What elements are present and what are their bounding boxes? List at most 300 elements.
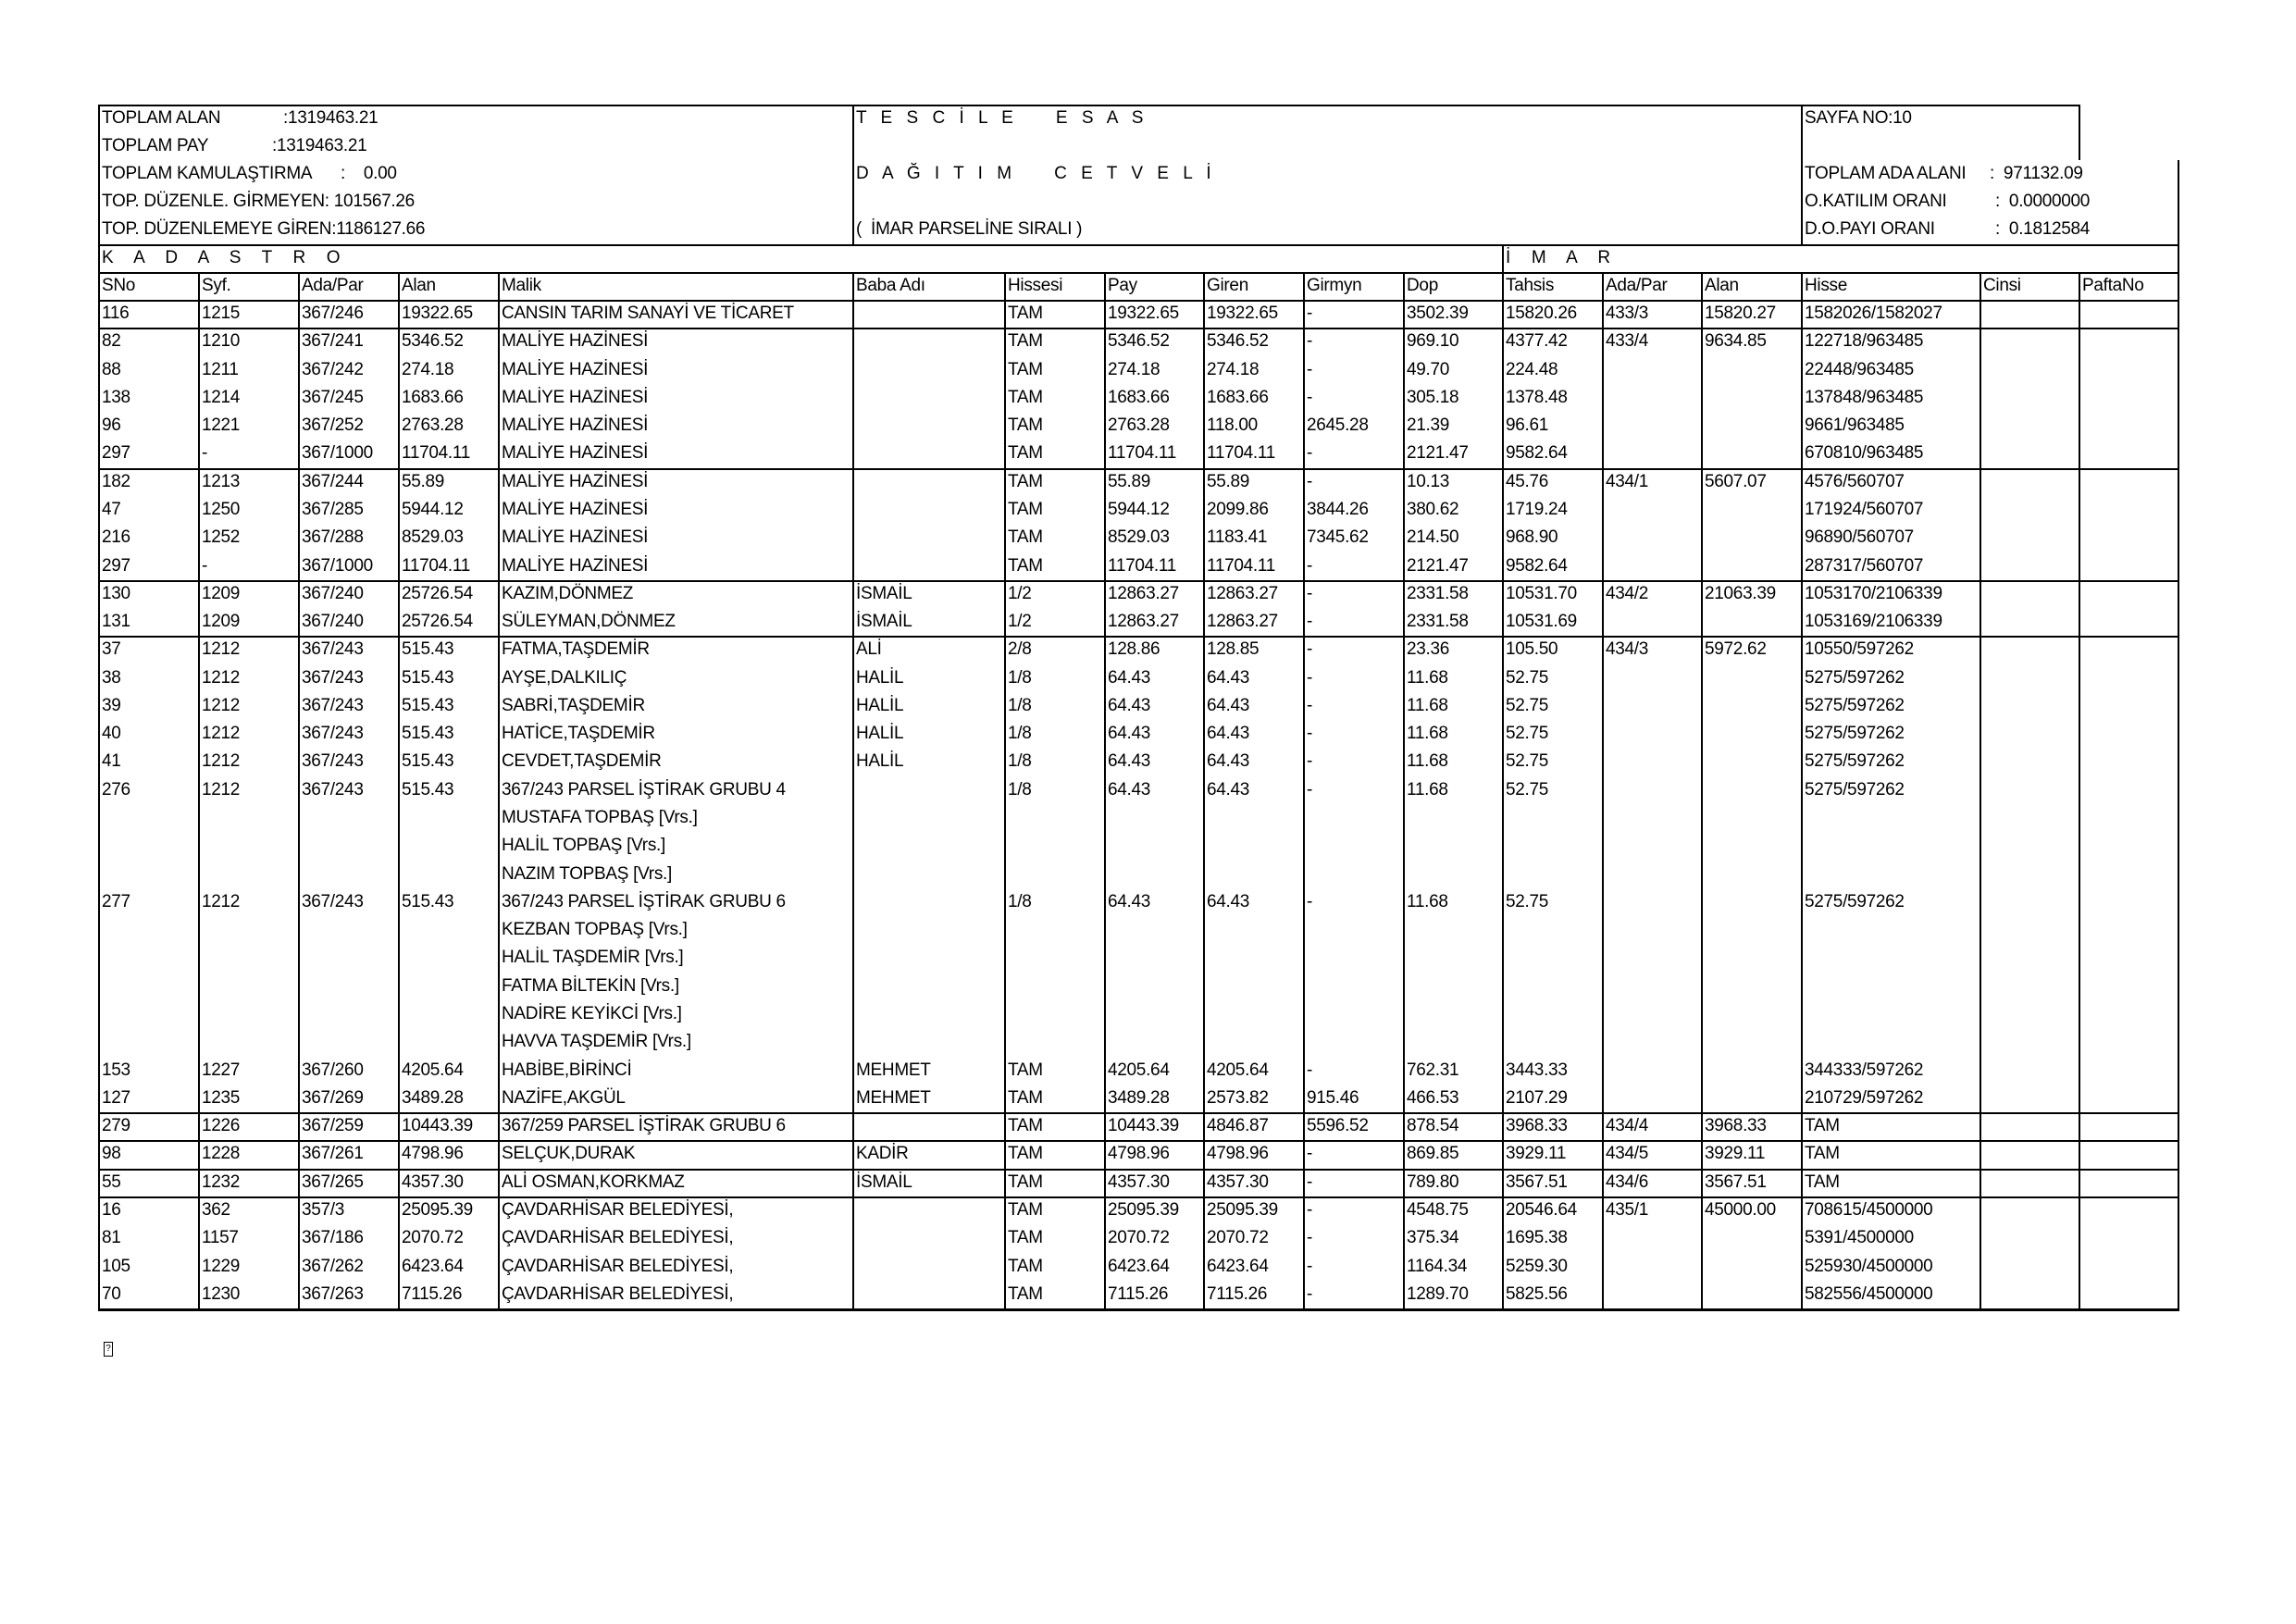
imar-section-divider	[1502, 244, 1504, 272]
missing-glyph-icon: ?	[104, 1342, 113, 1357]
cell-pay: 25095.39	[1108, 1199, 1179, 1220]
cell-girmyn: 915.46	[1307, 1087, 1359, 1108]
cell-alan: 25726.54	[402, 583, 473, 603]
cell-pay: 64.43	[1108, 751, 1151, 772]
cell-syf: 1235	[202, 1087, 241, 1108]
cell-ada-par: 367/243	[302, 667, 364, 688]
column-divider	[1801, 272, 1803, 1310]
cell-malik: 367/259 PARSEL İŞTİRAK GRUBU 6	[502, 1116, 786, 1136]
cell-giren: 274.18	[1207, 359, 1260, 379]
cell-sno: 38	[102, 667, 121, 688]
cell-imar-ada-par: 433/3	[1606, 304, 1649, 323]
cell-girmyn: -	[1307, 1283, 1313, 1304]
column-divider	[298, 272, 300, 1310]
page-box-right-border	[2079, 105, 2080, 160]
cell-ada-par: 367/252	[302, 415, 364, 436]
page-number: SAYFA NO:10	[1805, 108, 1912, 128]
subtitle-imar-parseline-sirali: ( İMAR PARSELİNE SIRALI )	[856, 219, 1083, 239]
cell-sno: 131	[102, 612, 130, 632]
cell-ada-par: 367/243	[302, 891, 364, 911]
cell-syf: 1212	[202, 695, 241, 715]
column-divider	[1104, 272, 1106, 1310]
cell-hissesi: 1/8	[1008, 891, 1032, 911]
column-header-tahsis: Tahsis	[1506, 276, 1555, 295]
cell-sno: 96	[102, 415, 121, 436]
cell-hissesi: 1/8	[1008, 751, 1032, 772]
cell-girmyn: 3844.26	[1307, 499, 1369, 519]
sep: :	[272, 136, 277, 155]
cell-baba-adi: MEHMET	[856, 1087, 931, 1108]
cell-malik: KAZIM,DÖNMEZ	[502, 583, 634, 603]
cell-sno: 41	[102, 751, 121, 772]
cell-giren: 4357.30	[1207, 1172, 1269, 1192]
cell-pay: 64.43	[1108, 667, 1151, 688]
cell-tahsis: 105.50	[1506, 639, 1558, 660]
cell-sno: 55	[102, 1172, 121, 1192]
cell-hissesi: TAM	[1008, 527, 1043, 548]
cell-malik: ÇAVDARHİSAR BELEDİYESİ,	[502, 1283, 734, 1304]
cell-hissesi: TAM	[1008, 1228, 1043, 1248]
cell-hissesi: 2/8	[1008, 639, 1032, 660]
cell-ada-par: 367/240	[302, 583, 364, 603]
cell-imar-ada-par: 434/1	[1606, 471, 1649, 491]
total-kamulastirma	[102, 160, 312, 188]
cell-ada-par: 367/243	[302, 639, 364, 660]
cell-syf: 1213	[202, 471, 241, 491]
cell-hissesi: TAM	[1008, 471, 1043, 491]
cell-malik: NADİRE KEYİKCİ [Vrs.]	[502, 1004, 682, 1023]
cell-hisse: 5391/4500000	[1805, 1228, 1914, 1248]
cell-giren: 19322.65	[1207, 304, 1278, 323]
table-right-border	[2178, 160, 2179, 1310]
total-pay	[102, 132, 208, 160]
value: 0.00	[363, 164, 397, 183]
cell-malik: MALİYE HAZİNESİ	[502, 331, 649, 352]
cell-girmyn: -	[1307, 443, 1313, 464]
column-divider	[1980, 272, 1981, 1310]
cell-ada-par: 367/240	[302, 612, 364, 632]
column-divider	[1203, 272, 1205, 1310]
label: O.KATILIM ORANI	[1805, 192, 1947, 211]
cell-ada-par: 367/246	[302, 304, 364, 323]
column-header-baba-adi: Baba Adı	[856, 276, 925, 295]
column-divider	[1701, 272, 1703, 1310]
cell-dop: 11.68	[1407, 667, 1448, 688]
cell-sno: 127	[102, 1087, 130, 1108]
cell-giren: 64.43	[1207, 724, 1250, 744]
cell-ada-par: 367/259	[302, 1116, 364, 1136]
cell-imar-ada-par: 434/6	[1606, 1172, 1649, 1192]
cell-hissesi: 1/8	[1008, 724, 1032, 744]
cell-sno: 153	[102, 1060, 130, 1080]
cell-syf: 1215	[202, 304, 241, 323]
cell-giren: 4798.96	[1207, 1144, 1269, 1164]
cell-giren: 7115.26	[1207, 1283, 1268, 1304]
group-separator	[98, 1169, 2179, 1171]
cell-girmyn: -	[1307, 471, 1313, 491]
cell-giren: 12863.27	[1207, 612, 1278, 632]
column-divider	[852, 272, 854, 1310]
cell-ada-par: 367/243	[302, 779, 364, 800]
cell-hisse: 5275/597262	[1805, 695, 1905, 715]
column-header-giren: Giren	[1207, 276, 1248, 295]
cell-imar-alan: 15820.27	[1705, 304, 1776, 323]
cell-baba-adi: HALİL	[856, 667, 904, 688]
cell-hisse: 5275/597262	[1805, 667, 1905, 688]
cell-hissesi: TAM	[1008, 387, 1043, 407]
cell-giren: 2573.82	[1207, 1087, 1269, 1108]
cell-ada-par: 367/243	[302, 724, 364, 744]
cell-syf: 1211	[202, 359, 239, 379]
cell-dop: 2121.47	[1407, 555, 1469, 576]
group-separator	[98, 1308, 2179, 1311]
cell-malik: ÇAVDARHİSAR BELEDİYESİ,	[502, 1228, 734, 1248]
cell-sno: 88	[102, 359, 121, 379]
total-giren	[102, 216, 425, 243]
cell-hisse: 344333/597262	[1805, 1060, 1924, 1080]
sep: :	[283, 108, 288, 128]
label: TOPLAM ADA ALANI	[1805, 164, 1967, 183]
cell-ada-par: 367/1000	[302, 555, 373, 576]
cell-girmyn: -	[1307, 612, 1313, 632]
column-header-hissesi: Hissesi	[1008, 276, 1063, 295]
column-header-cinsi: Cinsi	[1983, 276, 2021, 295]
cell-baba-adi: HALİL	[856, 724, 904, 744]
cell-hisse: 122718/963485	[1805, 331, 1924, 352]
cell-giren: 1683.66	[1207, 387, 1269, 407]
cell-ada-par: 367/285	[302, 499, 364, 519]
total-kamulastirma-value	[341, 160, 397, 188]
cell-alan: 515.43	[402, 667, 454, 688]
cell-pay: 1683.66	[1108, 387, 1170, 407]
cell-alan: 3489.28	[402, 1087, 464, 1108]
column-divider	[1004, 272, 1006, 1310]
cell-pay: 274.18	[1108, 359, 1160, 379]
cell-pay: 12863.27	[1108, 583, 1179, 603]
cell-hissesi: TAM	[1008, 1060, 1043, 1080]
cell-malik: MALİYE HAZİNESİ	[502, 359, 649, 379]
cell-alan: 515.43	[402, 779, 454, 800]
cell-hissesi: TAM	[1008, 555, 1043, 576]
title-left-border	[852, 105, 854, 244]
cell-imar-ada-par: 434/5	[1606, 1144, 1649, 1164]
total-giren-label: TOP. DÜZENLEMEYE GİREN:	[102, 219, 337, 239]
cell-syf: 362	[202, 1199, 230, 1220]
cell-syf: 1157	[202, 1228, 239, 1248]
cell-girmyn: -	[1307, 639, 1313, 660]
cell-girmyn: -	[1307, 331, 1313, 352]
column-header-ada-par: Ada/Par	[302, 276, 364, 295]
cell-alan: 8529.03	[402, 527, 464, 548]
cell-malik: ALİ OSMAN,KORKMAZ	[502, 1172, 685, 1192]
column-header-pay: Pay	[1108, 276, 1137, 295]
cell-tahsis: 52.75	[1506, 695, 1549, 715]
cell-pay: 4798.96	[1108, 1144, 1170, 1164]
cell-syf: 1226	[202, 1116, 241, 1136]
cell-imar-alan: 3567.51	[1705, 1172, 1767, 1192]
cell-alan: 19322.65	[402, 304, 473, 323]
cell-hisse: 10550/597262	[1805, 639, 1914, 660]
column-divider	[1602, 272, 1604, 1310]
cell-ada-par: 367/288	[302, 527, 364, 548]
cell-alan: 4205.64	[402, 1060, 464, 1080]
cell-malik: KEZBAN TOPBAŞ [Vrs.]	[502, 920, 688, 940]
cell-dop: 878.54	[1407, 1116, 1459, 1136]
cell-sno: 47	[102, 499, 121, 519]
table-left-border	[98, 105, 100, 1310]
cell-malik: AYŞE,DALKILIÇ	[502, 667, 627, 688]
cell-syf: 1212	[202, 667, 241, 688]
column-header-pafta-no: PaftaNo	[2082, 276, 2144, 295]
cell-alan: 25095.39	[402, 1199, 473, 1220]
cell-hissesi: TAM	[1008, 1087, 1043, 1108]
cell-girmyn: -	[1307, 1199, 1313, 1220]
cell-malik: MALİYE HAZİNESİ	[502, 387, 649, 407]
cell-alan: 1683.66	[402, 387, 464, 407]
cell-giren: 128.85	[1207, 639, 1260, 660]
cell-pay: 4357.30	[1108, 1172, 1170, 1192]
column-divider	[498, 272, 500, 1310]
cell-malik: MALİYE HAZİNESİ	[502, 555, 649, 576]
cell-girmyn: -	[1307, 1144, 1313, 1164]
cell-hisse: 5275/597262	[1805, 724, 1905, 744]
cell-hisse: TAM	[1805, 1116, 1840, 1136]
cell-tahsis: 3443.33	[1506, 1060, 1568, 1080]
ratio-do-payi	[1805, 216, 1935, 243]
cell-dop: 789.80	[1407, 1172, 1459, 1192]
cell-hissesi: TAM	[1008, 1283, 1043, 1304]
cell-dop: 21.39	[1407, 415, 1450, 436]
cell-pay: 64.43	[1108, 891, 1151, 911]
cell-pay: 19322.65	[1108, 304, 1179, 323]
cell-hisse: 171924/560707	[1805, 499, 1924, 519]
cell-tahsis: 5259.30	[1506, 1256, 1568, 1276]
cell-giren: 64.43	[1207, 695, 1250, 715]
cell-tahsis: 15820.26	[1506, 304, 1577, 323]
cell-baba-adi: MEHMET	[856, 1060, 931, 1080]
group-separator	[98, 468, 2179, 470]
cell-tahsis: 52.75	[1506, 891, 1549, 911]
cell-dop: 1164.34	[1407, 1256, 1468, 1276]
cell-pay: 55.89	[1108, 471, 1151, 491]
cell-dop: 4548.75	[1407, 1199, 1469, 1220]
cell-syf: 1209	[202, 612, 241, 632]
cell-dop: 466.53	[1407, 1087, 1459, 1108]
cell-malik: HALİL TOPBAŞ [Vrs.]	[502, 836, 665, 856]
cell-hisse: 287317/560707	[1805, 555, 1924, 576]
cell-syf: 1250	[202, 499, 241, 519]
cell-ada-par: 357/3	[302, 1199, 345, 1220]
cell-dop: 11.68	[1407, 891, 1448, 911]
cell-giren: 6423.64	[1207, 1256, 1269, 1276]
cell-dop: 49.70	[1407, 359, 1450, 379]
cell-imar-ada-par: 435/1	[1606, 1199, 1649, 1220]
cell-giren: 2070.72	[1207, 1228, 1269, 1248]
cell-hissesi: TAM	[1008, 415, 1043, 436]
group-separator	[98, 328, 2179, 329]
cell-alan: 25726.54	[402, 612, 473, 632]
cell-girmyn: -	[1307, 387, 1313, 407]
cell-malik: FATMA,TAŞDEMİR	[502, 639, 650, 660]
cell-dop: 2121.47	[1407, 443, 1469, 464]
cell-imar-alan: 5607.07	[1705, 471, 1767, 491]
cell-tahsis: 9582.64	[1506, 555, 1568, 576]
cell-ada-par: 367/242	[302, 359, 364, 379]
cell-hissesi: TAM	[1008, 359, 1043, 379]
cell-sno: 297	[102, 555, 130, 576]
cell-tahsis: 1378.48	[1506, 387, 1568, 407]
cell-hissesi: 1/8	[1008, 695, 1032, 715]
total-giren-value: 1186127.66	[336, 219, 426, 239]
cell-sno: 277	[102, 891, 130, 911]
cell-malik: 367/243 PARSEL İŞTİRAK GRUBU 4	[502, 779, 786, 800]
cell-syf: 1212	[202, 891, 241, 911]
cell-syf: 1212	[202, 751, 241, 772]
cell-malik: HALİL TAŞDEMİR [Vrs.]	[502, 948, 684, 968]
cell-giren: 12863.27	[1207, 583, 1278, 603]
total-girmeyen	[102, 188, 415, 216]
cell-pay: 3489.28	[1108, 1087, 1170, 1108]
cell-pay: 4205.64	[1108, 1060, 1170, 1080]
cell-ada-par: 367/241	[302, 331, 364, 352]
cell-hisse: TAM	[1805, 1144, 1840, 1164]
cell-tahsis: 3929.11	[1506, 1144, 1567, 1164]
cell-girmyn: -	[1307, 359, 1313, 379]
cell-baba-adi: İSMAİL	[856, 583, 912, 603]
cell-ada-par: 367/263	[302, 1283, 364, 1304]
cell-imar-ada-par: 434/4	[1606, 1116, 1649, 1136]
cell-ada-par: 367/244	[302, 471, 364, 491]
column-divider	[1403, 272, 1405, 1310]
cell-hissesi: TAM	[1008, 443, 1043, 464]
cell-giren: 64.43	[1207, 751, 1250, 772]
ratio-katilim-value: : 0.0000000	[1995, 192, 2091, 211]
column-header-top-border	[98, 272, 2179, 274]
cell-malik: SABRİ,TAŞDEMİR	[502, 695, 645, 715]
total-alan-label: TOPLAM ALAN	[102, 108, 221, 128]
cell-dop: 11.68	[1407, 751, 1448, 772]
cell-sno: 81	[102, 1228, 121, 1248]
cell-hisse: 4576/560707	[1805, 471, 1905, 491]
column-header-dop: Dop	[1407, 276, 1438, 295]
total-pay-value	[272, 132, 366, 160]
cell-malik: NAZİFE,AKGÜL	[502, 1087, 626, 1108]
cell-girmyn: -	[1307, 724, 1313, 744]
cell-hisse: 1582026/1582027	[1805, 304, 1942, 323]
cell-alan: 515.43	[402, 751, 454, 772]
cell-ada-par: 367/269	[302, 1087, 364, 1108]
cell-alan: 515.43	[402, 639, 454, 660]
cell-giren: 11704.11	[1207, 555, 1276, 576]
cell-sno: 182	[102, 471, 130, 491]
cell-tahsis: 2107.29	[1506, 1087, 1568, 1108]
cell-giren: 1183.41	[1207, 527, 1268, 548]
section-kadastro: K A D A S T R O	[102, 248, 344, 267]
cell-baba-adi: ALİ	[856, 639, 882, 660]
cell-hisse: 22448/963485	[1805, 359, 1914, 379]
cell-pay: 64.43	[1108, 779, 1151, 800]
cell-dop: 214.50	[1407, 527, 1459, 548]
cell-alan: 274.18	[402, 359, 454, 379]
cell-giren: 64.43	[1207, 779, 1250, 800]
cell-tahsis: 1719.24	[1506, 499, 1568, 519]
cell-dop: 762.31	[1407, 1060, 1459, 1080]
cell-sno: 216	[102, 527, 130, 548]
cell-girmyn: -	[1307, 1172, 1313, 1192]
cell-ada-par: 367/186	[302, 1228, 364, 1248]
cell-ada-par: 367/265	[302, 1172, 364, 1192]
cell-syf: 1232	[202, 1172, 241, 1192]
cell-alan: 515.43	[402, 695, 454, 715]
cell-hissesi: TAM	[1008, 304, 1043, 323]
cell-alan: 515.43	[402, 891, 454, 911]
cell-hissesi: TAM	[1008, 499, 1043, 519]
cell-sno: 98	[102, 1144, 121, 1164]
cell-malik: MALİYE HAZİNESİ	[502, 443, 649, 464]
cell-alan: 2070.72	[402, 1228, 464, 1248]
cell-girmyn: -	[1307, 695, 1313, 715]
cell-syf: 1229	[202, 1256, 241, 1276]
cell-hisse: 582556/4500000	[1805, 1283, 1933, 1304]
column-divider	[398, 272, 400, 1310]
cell-tahsis: 4377.42	[1506, 331, 1568, 352]
cell-sno: 276	[102, 779, 130, 800]
cell-dop: 11.68	[1407, 724, 1448, 744]
cell-alan: 4357.30	[402, 1172, 464, 1192]
ratio-do-payi-value: : 0.1812584	[1995, 219, 2091, 239]
cell-tahsis: 3968.33	[1506, 1116, 1568, 1136]
sep: :	[341, 164, 345, 183]
cell-sno: 37	[102, 639, 121, 660]
cell-syf: 1210	[202, 331, 241, 352]
cell-dop: 380.62	[1407, 499, 1459, 519]
cell-syf: 1212	[202, 639, 241, 660]
cell-tahsis: 9582.64	[1506, 443, 1568, 464]
cell-giren: 118.00	[1207, 415, 1258, 436]
total-kamulastirma-label: TOPLAM KAMULAŞTIRMA	[102, 164, 313, 183]
cell-malik: FATMA BİLTEKİN [Vrs.]	[502, 975, 679, 996]
title-tescile-esas: T E S C İ L E E S A S	[856, 108, 1148, 128]
cell-dop: 375.34	[1407, 1228, 1459, 1248]
cell-girmyn: -	[1307, 751, 1313, 772]
cell-pay: 128.86	[1108, 639, 1160, 660]
cell-imar-ada-par: 433/4	[1606, 331, 1649, 352]
cell-hisse: 5275/597262	[1805, 751, 1905, 772]
column-header-alan: Alan	[402, 276, 436, 295]
cell-alan: 11704.11	[402, 443, 471, 464]
cell-girmyn: -	[1307, 1228, 1313, 1248]
cell-malik: MALİYE HAZİNESİ	[502, 499, 649, 519]
cell-ada-par: 367/1000	[302, 443, 373, 464]
cell-tahsis: 52.75	[1506, 779, 1549, 800]
cell-tahsis: 1695.38	[1506, 1228, 1568, 1248]
column-header-syf: Syf.	[202, 276, 231, 295]
cell-alan: 515.43	[402, 724, 454, 744]
cell-baba-adi: KADİR	[856, 1144, 909, 1164]
column-header-hisse: Hisse	[1805, 276, 1848, 295]
cell-alan: 11704.11	[402, 555, 471, 576]
cell-malik: NAZIM TOPBAŞ [Vrs.]	[502, 863, 672, 884]
cell-tahsis: 96.61	[1506, 415, 1549, 436]
cell-baba-adi: HALİL	[856, 751, 904, 772]
cell-pay: 8529.03	[1108, 527, 1170, 548]
cell-girmyn: 5596.52	[1307, 1116, 1369, 1136]
cell-hissesi: TAM	[1008, 1172, 1043, 1192]
cell-giren: 55.89	[1207, 471, 1250, 491]
cell-hisse: 670810/963485	[1805, 443, 1924, 464]
cell-malik: MUSTAFA TOPBAŞ [Vrs.]	[502, 808, 698, 828]
title-dagitim-cetveli: D A Ğ I T I M C E T V E L İ	[856, 164, 1216, 183]
